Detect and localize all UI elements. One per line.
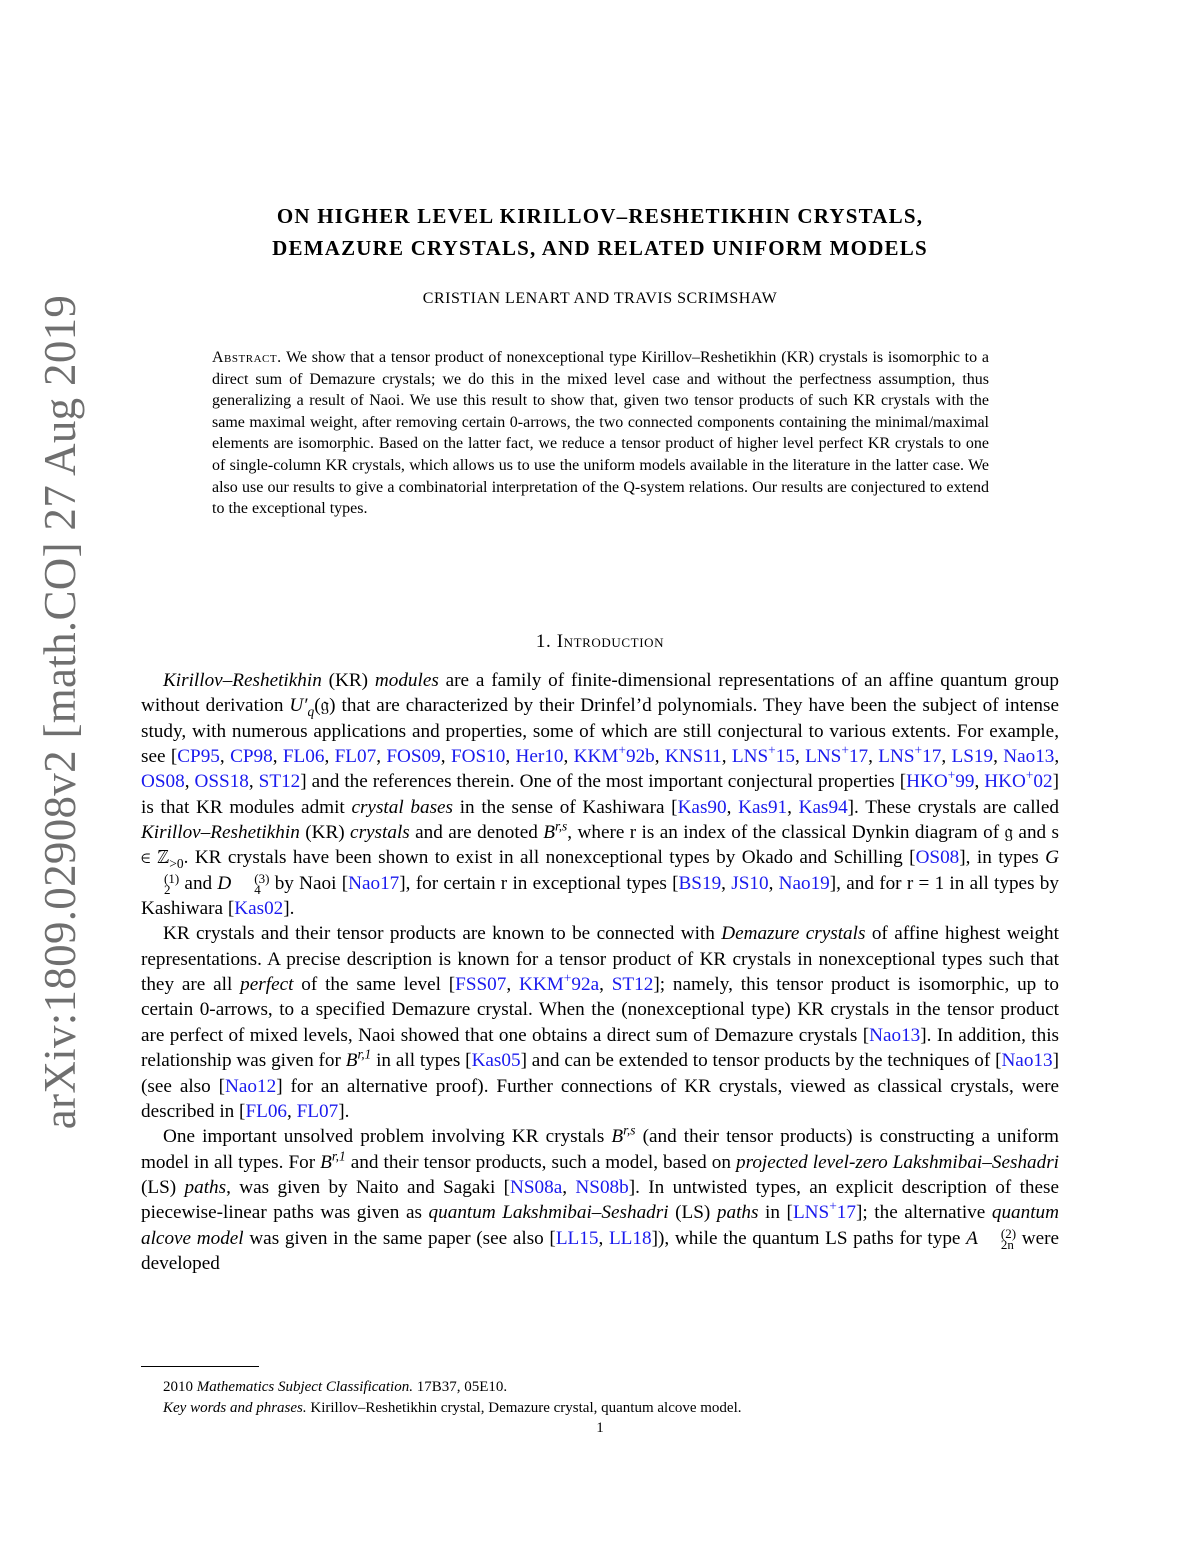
authors: CRISTIAN LENART AND TRAVIS SCRIMSHAW	[422, 290, 778, 307]
citation-link[interactable]: OS08	[915, 847, 960, 869]
citation-link[interactable]: FL06	[245, 1100, 288, 1122]
arxiv-id: arXiv:1809.02908v2 [math.CO] 27 Aug 2019	[35, 294, 85, 1130]
term: Kirillov–Reshetikhin	[163, 670, 322, 691]
text-run: were developed	[141, 1227, 1060, 1274]
math-symbol: B	[543, 822, 555, 844]
text-run: ]. In addition, this relationship was given for	[141, 1024, 1059, 1072]
math-script	[979, 1226, 1017, 1253]
text-run: in all types [	[371, 1050, 472, 1072]
math-symbol: A	[966, 1227, 978, 1249]
text-run: , where r is an index of the classical Dynkin diagram of 𝔤 and s ∈ ℤ	[141, 822, 1059, 869]
text-run: . KR crystals have been shown to exist in all nonexceptional types by Okado and Schilling [	[183, 847, 916, 869]
math-sup: (3)	[254, 871, 270, 887]
text-run: of the same level [	[293, 974, 456, 996]
math-sup: r,1	[331, 1148, 346, 1164]
citation-list: HKO+99, HKO+02	[906, 767, 1053, 793]
text-run: that are characterized by their Drinfel’d polynomials. They have been the subject of intense study, with numerous applications and properties, some of which are still conjectural to various extents. For example, see [	[141, 695, 1060, 768]
section-title: Introduction	[556, 631, 665, 652]
citation-link[interactable]: LS19	[951, 746, 994, 768]
math-sub: 2	[164, 882, 171, 898]
text-run: ].	[283, 898, 295, 920]
math-sub: >0	[169, 856, 184, 872]
text-run: ], in types	[959, 847, 1046, 869]
abstract	[212, 347, 989, 520]
text-run: and their tensor products, such a model, based on	[345, 1151, 736, 1173]
text-run: ]), while the quantum LS paths for type	[651, 1227, 967, 1249]
text-run: ].	[338, 1100, 350, 1122]
text-run: KR crystals and their tensor products are known to be connected with	[163, 923, 722, 945]
citation-link[interactable]: Kas91	[738, 796, 788, 818]
text-run: (KR)	[299, 822, 351, 844]
citation-link[interactable]: NS08b	[575, 1176, 629, 1198]
text-run: ] (see also [	[141, 1050, 1059, 1097]
citation-link[interactable]: LNS+17	[805, 742, 869, 768]
math-symbol: B	[611, 1126, 624, 1148]
term: projected level-zero Lakshmibai–Seshadri	[735, 1151, 1060, 1173]
citation-link[interactable]: CP98	[230, 746, 273, 768]
citation-link[interactable]: NS08a	[510, 1176, 563, 1198]
citation-link[interactable]: LNS+15	[731, 742, 795, 768]
math-sup: r,s	[554, 818, 568, 834]
citation-list: FL06, FL07	[245, 1100, 339, 1122]
page-number: 1	[596, 1420, 604, 1436]
text-run: (LS)	[141, 1176, 185, 1198]
text-run: by Naoi [	[269, 872, 349, 894]
term: crystals	[350, 822, 410, 844]
citation-list: LL15, LL18	[555, 1227, 652, 1249]
term: paths	[184, 1176, 227, 1198]
citation-link[interactable]: Nao17	[348, 872, 400, 894]
body-text	[141, 668, 1059, 1276]
title-line-1: ON HIGHER LEVEL KIRILLOV–RESHETIKHIN CRYSTALS,	[276, 204, 924, 228]
text-run: One important unsolved problem involving KR crystals	[163, 1126, 612, 1148]
citation-link[interactable]: FSS07	[455, 974, 507, 996]
citation-link[interactable]: Kas05	[471, 1050, 521, 1072]
paragraph-1	[141, 668, 1059, 921]
citation-link[interactable]: HKO+02	[984, 767, 1053, 793]
citation-link[interactable]: OSS18	[194, 771, 249, 793]
msc-value: 17B37, 05E10.	[412, 1379, 508, 1395]
citation-list: CP95, CP98, FL06, FL07, FOS09, FOS10, Her10, KKM+92b, KNS11, LNS+15, LNS+17, LNS+17, LS19, Nao13, OS08, OSS18, ST12	[141, 742, 1060, 793]
math-sup: r,s	[623, 1122, 636, 1138]
math-arg: (𝔤)	[314, 695, 336, 717]
citation-link[interactable]: KKM+92b	[573, 742, 655, 768]
math-sup: (2)	[1000, 1226, 1017, 1242]
title-line-2: DEMAZURE CRYSTALS, AND RELATED UNIFORM MODELS	[272, 236, 928, 260]
term: Kirillov–Reshetikhin	[141, 822, 300, 844]
math-symbol: B	[345, 1050, 358, 1072]
citation-link[interactable]: ST12	[258, 771, 301, 793]
term: perfect	[240, 974, 294, 996]
math-sub: 2n	[1000, 1237, 1014, 1253]
term: modules	[374, 670, 439, 691]
citation-list: FSS07, KKM+92a, ST12	[455, 970, 654, 996]
citation-link[interactable]: CP95	[177, 746, 220, 768]
text-run: (LS)	[668, 1202, 717, 1224]
citation-link[interactable]: FL06	[282, 746, 325, 768]
math-uq	[289, 695, 315, 720]
footnote-msc	[141, 1377, 1059, 1398]
footnote-keywords	[141, 1398, 1059, 1419]
text-run: ], for certain r in exceptional types [	[399, 872, 679, 894]
citation-link[interactable]: Nao12	[225, 1075, 277, 1097]
term: Demazure crystals	[721, 923, 866, 945]
citation-link[interactable]: LL15	[555, 1227, 599, 1249]
section-heading	[141, 631, 1059, 653]
citation-link[interactable]: Nao13	[1001, 1050, 1053, 1072]
citation-link[interactable]: HKO+99	[906, 767, 975, 793]
citation-link[interactable]: LL18	[608, 1227, 652, 1249]
keywords-label: Key words and phrases.	[163, 1400, 307, 1416]
paper-title	[141, 200, 1059, 264]
text-run: ] for an alternative proof). Further connections of KR crystals, viewed as classical crystals, were described in [	[141, 1075, 1059, 1122]
citation-link[interactable]: ST12	[611, 974, 654, 996]
math-symbol: B	[320, 1151, 332, 1173]
citation-list: NS08a, NS08b	[510, 1176, 629, 1198]
math-sub: q	[307, 704, 315, 720]
citation-link[interactable]: OS08	[141, 771, 185, 793]
citation-link[interactable]: Kas94	[798, 796, 848, 818]
text-run: ], and for r = 1 in all types by Kashiwara [	[141, 872, 1059, 920]
math-script	[142, 871, 180, 898]
term: crystal bases	[351, 796, 454, 818]
term: paths	[716, 1202, 759, 1224]
math-sup: (1)	[164, 871, 180, 887]
text-run: ]. In untwisted types, an explicit description of these piecewise-linear paths was given as	[141, 1176, 1059, 1224]
section-number: 1.	[535, 631, 552, 652]
citation-link[interactable]: LNS+17	[878, 742, 942, 768]
text-run: ] is that KR modules admit	[141, 771, 1059, 818]
citation-link[interactable]: Kas02	[234, 898, 284, 920]
text-run: , was given by Naito and Sagaki [	[226, 1176, 511, 1198]
math-symbol: G	[1045, 847, 1059, 869]
citation-link[interactable]: Kas90	[677, 796, 727, 818]
footnotes	[141, 1377, 1059, 1419]
math-script	[232, 871, 270, 898]
citation-link[interactable]: FOS09	[386, 746, 441, 768]
math-sup: r,1	[357, 1046, 372, 1062]
text-run: ]; the alternative	[855, 1202, 992, 1224]
citation-link[interactable]: Nao13	[1003, 746, 1055, 768]
citation-link[interactable]: LNS+17	[792, 1198, 856, 1224]
term: quantum alcove model	[141, 1202, 1059, 1249]
text-run: in the sense of Kashiwara [	[453, 796, 678, 818]
citation-link[interactable]: Nao13	[869, 1024, 921, 1046]
math-symbol: U′	[289, 695, 308, 717]
paragraph-3	[141, 1124, 1059, 1276]
text-run: of affine highest weight representations. A precise description is known for a tensor product of KR crystals in nonexceptional types such that they are all	[141, 923, 1059, 996]
math-sub: 4	[254, 882, 261, 898]
term: quantum Lakshmibai–Seshadri	[428, 1202, 669, 1224]
msc-year: 2010	[163, 1379, 197, 1395]
abstract-text: We show that a tensor product of nonexceptional type Kirillov–Reshetikhin (KR) crystals is isomorphic to a direct sum of Demazure crystals; we do this in the mixed level case and without the perfectness assumption, thus generalizing a result of Naoi. We use this result to show that, given two tensor products of such KR crystals with the same maximal weight, after removing certain 0-arrows, the two connected components containing the minimal/maximal elements are isomorphic. Based on the latter fact, we reduce a tensor product of higher level perfect KR crystals to one of single-column KR crystals, which allows us to use the uniform models available in the literature in the latter case. We also use our results to give a combinatorial interpretation of the Q-system relations. Our results are conjectured to extend to the exceptional types.	[212, 349, 989, 518]
citation-link[interactable]: FL07	[334, 746, 377, 768]
citation-link[interactable]: Nao19	[778, 872, 830, 894]
text-run: in [	[758, 1202, 793, 1224]
citation-link[interactable]: FL07	[296, 1100, 339, 1122]
abstract-label: Abstract.	[212, 349, 282, 366]
text-run: are a family of finite-dimensional representations of an affine quantum group without derivation	[141, 670, 1059, 717]
citation-link[interactable]: KKM+92a	[519, 970, 600, 996]
text-run: ] and the references therein. One of the most important conjectural properties [	[300, 771, 907, 793]
text-run: and are denoted	[409, 822, 544, 844]
citation-link[interactable]: FOS10	[450, 746, 506, 768]
text-run: and	[179, 872, 218, 894]
citation-list: Kas90, Kas91, Kas94	[677, 796, 848, 818]
citation-link[interactable]: JS10	[731, 872, 769, 894]
text-run: ] and can be extended to tensor products by the techniques of [	[520, 1050, 1002, 1072]
text-run: ]; namely, this tensor product is isomorphic, up to certain 0-arrows, to a specified Demazure crystal. When the (nonexceptional type) KR crystals in the tensor product are perfect of mixed levels, Naoi showed that one obtains a direct sum of Demazure crystals [	[141, 974, 1060, 1046]
text-run: was given in the same paper (see also [	[243, 1227, 556, 1249]
citation-link[interactable]: BS19	[678, 872, 722, 894]
keywords-value: Kirillov–Reshetikhin crystal, Demazure crystal, quantum alcove model.	[306, 1400, 742, 1416]
text-run: (and their tensor products) is constructing a uniform model in all types. For	[141, 1126, 1059, 1173]
paragraph-2	[141, 921, 1059, 1124]
citation-link[interactable]: KNS11	[664, 746, 722, 768]
citation-link[interactable]: Her10	[515, 746, 564, 768]
math-symbol: D	[217, 872, 232, 894]
text-run: ]. These crystals are called	[847, 796, 1059, 818]
text-run: (KR)	[321, 670, 375, 691]
footnote-rule	[141, 1366, 259, 1367]
msc-label: Mathematics Subject Classification.	[196, 1379, 413, 1395]
citation-list: BS19, JS10, Nao19	[678, 872, 830, 894]
